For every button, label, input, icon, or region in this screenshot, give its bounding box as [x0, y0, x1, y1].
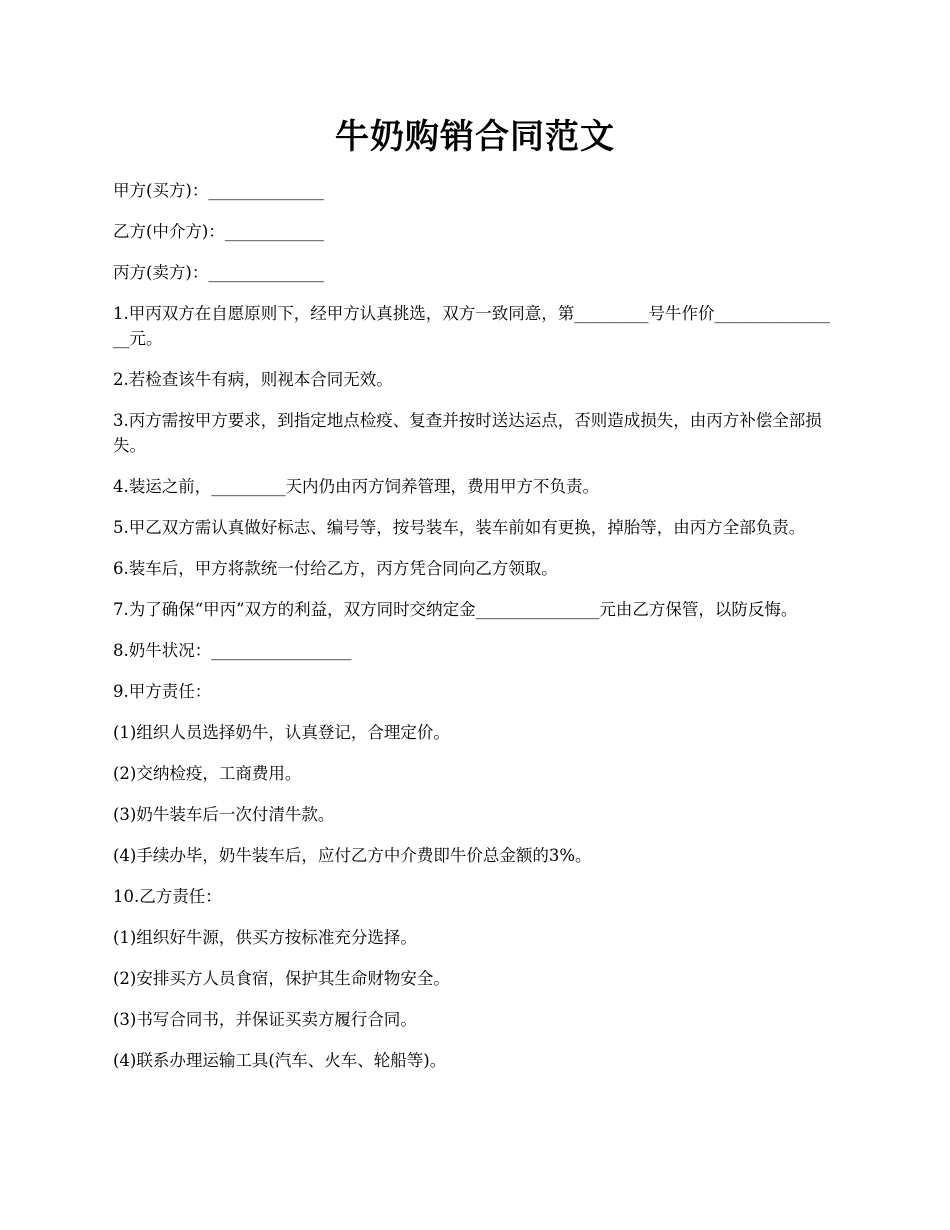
- clause-2: 2.若检查该牛有病，则视本合同无效。: [113, 370, 393, 389]
- party-a-line: 甲方(买方)：______________: [113, 181, 324, 200]
- clause-10-item-3: (3)书写合同书，并保证买卖方履行合同。: [113, 1010, 417, 1029]
- clause-9-item-3: (3)奶牛装车后一次付清牛款。: [113, 805, 335, 824]
- clause-9-heading: 9.甲方责任：: [113, 682, 212, 701]
- clause-10-item-1: (1)组织好牛源，供买方按标准充分选择。: [113, 928, 417, 947]
- party-c-line: 丙方(卖方)：______________: [113, 263, 324, 282]
- clause-10-item-4: (4)联系办理运输工具(汽车、火车、轮船等)。: [113, 1051, 447, 1070]
- clause-4: 4.装运之前，_________天内仍由丙方饲养管理，费用甲方不负责。: [113, 477, 599, 496]
- clause-3: 3.丙方需按甲方要求，到指定地点检疫、复查并按时送达运点，否则造成损失，由丙方补偿全部损失。: [113, 411, 822, 455]
- clause-8: 8.奶牛状况：_________________: [113, 641, 352, 660]
- clause-10-item-2: (2)安排买方人员食宿，保护其生命财物安全。: [113, 969, 450, 988]
- clause-9-item-1: (1)组织人员选择奶牛，认真登记，合理定价。: [113, 723, 450, 742]
- clause-9-item-4: (4)手续办毕，奶牛装车后，应付乙方中介费即牛价总金额的3%。: [113, 846, 592, 865]
- clause-6: 6.装车后，甲方将款统一付给乙方，丙方凭合同向乙方领取。: [113, 559, 558, 578]
- clause-5: 5.甲乙双方需认真做好标志、编号等，按号装车，装车前如有更换，掉胎等，由丙方全部负责。: [113, 518, 806, 537]
- document-title: 牛奶购销合同范文: [335, 117, 615, 157]
- clause-1: 1.甲丙双方在自愿原则下，经甲方认真挑选，双方一致同意，第_________号牛作价________________元。: [113, 304, 830, 348]
- document-body: [113, 178, 837, 1089]
- clause-10-heading: 10.乙方责任：: [113, 887, 222, 906]
- clause-9-item-2: (2)交纳检疫，工商费用。: [113, 764, 302, 783]
- clause-7: 7.为了确保“甲丙”双方的利益，双方同时交纳定金_______________元由乙方保管，以防反悔。: [113, 600, 798, 619]
- party-b-line: 乙方(中介方)：____________: [113, 222, 324, 241]
